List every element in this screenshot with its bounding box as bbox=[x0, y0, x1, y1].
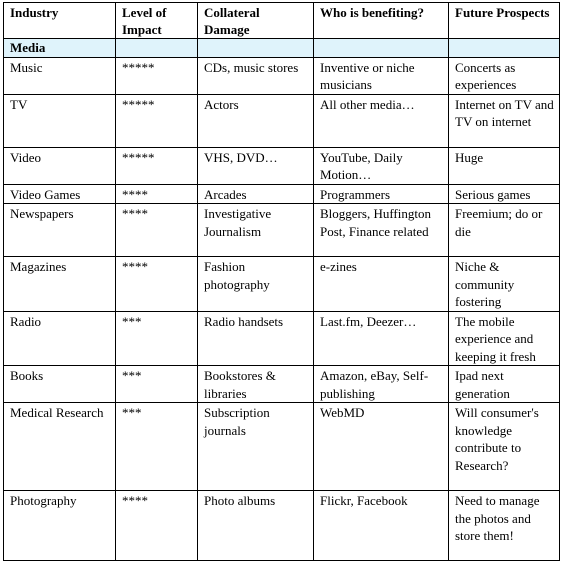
impact-cell: ***** bbox=[116, 147, 198, 184]
damage-cell: Subscription journals bbox=[198, 403, 314, 491]
prospects-cell: Huge bbox=[449, 147, 560, 184]
industry-cell: Magazines bbox=[4, 257, 116, 312]
damage-cell: Fashion photography bbox=[198, 257, 314, 312]
impact-cell: ***** bbox=[116, 57, 198, 94]
table-row bbox=[4, 403, 560, 491]
table-row bbox=[4, 491, 560, 561]
prospects-cell: Need to manage the photos and store them! bbox=[449, 491, 560, 561]
section-label: Media bbox=[4, 39, 116, 58]
prospects-cell: Niche & community fostering bbox=[449, 257, 560, 312]
benefiting-cell: e-zines bbox=[314, 257, 449, 312]
damage-cell: Actors bbox=[198, 94, 314, 147]
impact-table bbox=[3, 2, 560, 561]
industry-cell: TV bbox=[4, 94, 116, 147]
industry-cell: Radio bbox=[4, 311, 116, 366]
header-who-is-benefiting: Who is benefiting? bbox=[314, 3, 449, 39]
header-row bbox=[4, 3, 560, 39]
damage-cell: Arcades bbox=[198, 184, 314, 204]
damage-cell: Bookstores & libraries bbox=[198, 366, 314, 403]
impact-cell: **** bbox=[116, 257, 198, 312]
table-row bbox=[4, 257, 560, 312]
section-empty-cell bbox=[198, 39, 314, 58]
damage-cell: Radio handsets bbox=[198, 311, 314, 366]
impact-cell: **** bbox=[116, 204, 198, 257]
impact-cell: **** bbox=[116, 184, 198, 204]
table-row bbox=[4, 311, 560, 366]
header-collateral-damage: Collateral Damage bbox=[198, 3, 314, 39]
section-empty-cell bbox=[449, 39, 560, 58]
benefiting-cell: Amazon, eBay, Self-publishing bbox=[314, 366, 449, 403]
header-industry: Industry bbox=[4, 3, 116, 39]
prospects-cell: Serious games bbox=[449, 184, 560, 204]
damage-cell: VHS, DVD… bbox=[198, 147, 314, 184]
impact-table-container bbox=[3, 2, 560, 561]
table-row bbox=[4, 204, 560, 257]
prospects-cell: Ipad next generation bbox=[449, 366, 560, 403]
impact-cell: *** bbox=[116, 311, 198, 366]
benefiting-cell: All other media… bbox=[314, 94, 449, 147]
impact-cell: *** bbox=[116, 403, 198, 491]
benefiting-cell: WebMD bbox=[314, 403, 449, 491]
benefiting-cell: Flickr, Facebook bbox=[314, 491, 449, 561]
prospects-cell: Will consumer's knowledge contribute to Research? bbox=[449, 403, 560, 491]
damage-cell: Investigative Journalism bbox=[198, 204, 314, 257]
section-empty-cell bbox=[314, 39, 449, 58]
prospects-cell: The mobile experience and keeping it fresh bbox=[449, 311, 560, 366]
table-row bbox=[4, 184, 560, 204]
industry-cell: Music bbox=[4, 57, 116, 94]
impact-cell: *** bbox=[116, 366, 198, 403]
table-row bbox=[4, 94, 560, 147]
benefiting-cell: Bloggers, Huffington Post, Finance related bbox=[314, 204, 449, 257]
industry-cell: Newspapers bbox=[4, 204, 116, 257]
benefiting-cell: Programmers bbox=[314, 184, 449, 204]
impact-cell: **** bbox=[116, 491, 198, 561]
prospects-cell: Internet on TV and TV on internet bbox=[449, 94, 560, 147]
table-row bbox=[4, 366, 560, 403]
benefiting-cell: YouTube, Daily Motion… bbox=[314, 147, 449, 184]
prospects-cell: Concerts as experiences bbox=[449, 57, 560, 94]
table-row bbox=[4, 147, 560, 184]
section-empty-cell bbox=[116, 39, 198, 58]
industry-cell: Video bbox=[4, 147, 116, 184]
header-future-prospects: Future Prospects bbox=[449, 3, 560, 39]
section-row-media bbox=[4, 39, 560, 58]
damage-cell: CDs, music stores bbox=[198, 57, 314, 94]
industry-cell: Photography bbox=[4, 491, 116, 561]
benefiting-cell: Last.fm, Deezer… bbox=[314, 311, 449, 366]
table-row bbox=[4, 57, 560, 94]
impact-cell: ***** bbox=[116, 94, 198, 147]
header-level-of-impact: Level of Impact bbox=[116, 3, 198, 39]
benefiting-cell: Inventive or niche musicians bbox=[314, 57, 449, 94]
damage-cell: Photo albums bbox=[198, 491, 314, 561]
industry-cell: Books bbox=[4, 366, 116, 403]
industry-cell: Medical Research bbox=[4, 403, 116, 491]
prospects-cell: Freemium; do or die bbox=[449, 204, 560, 257]
industry-cell: Video Games bbox=[4, 184, 116, 204]
